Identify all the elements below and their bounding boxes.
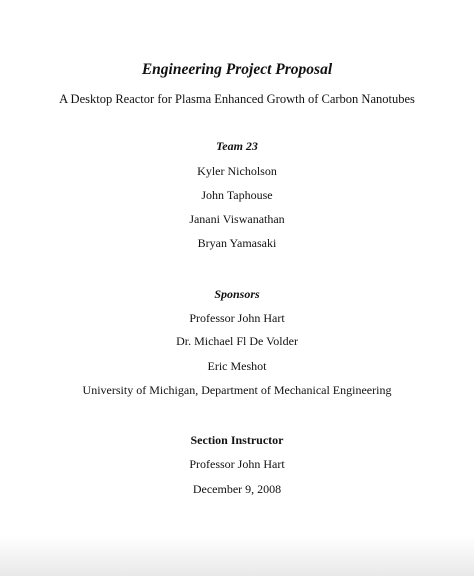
- document-subtitle: A Desktop Reactor for Plasma Enhanced Growth of Carbon Nanotubes: [59, 92, 415, 106]
- sponsor-name: Eric Meshot: [207, 359, 267, 373]
- team-member: Bryan Yamasaki: [197, 236, 277, 250]
- team-member: John Taphouse: [201, 188, 273, 202]
- page-bottom-shadow: [0, 536, 474, 576]
- sponsor-affiliation: University of Michigan, Department of Mechanical Engineering: [82, 383, 392, 397]
- instructor-name: Professor John Hart: [189, 457, 285, 471]
- team-member: Kyler Nicholson: [197, 164, 277, 178]
- team-member: Janani Viswanathan: [189, 212, 285, 226]
- sponsor-name: Dr. Michael Fl De Volder: [176, 334, 298, 348]
- sponsors-heading: Sponsors: [214, 287, 260, 301]
- instructor-heading: Section Instructor: [190, 433, 284, 447]
- sponsor-name: Professor John Hart: [189, 311, 285, 325]
- team-heading: Team 23: [216, 139, 258, 153]
- document-title: Engineering Project Proposal: [141, 61, 333, 78]
- document-date: December 9, 2008: [192, 482, 282, 496]
